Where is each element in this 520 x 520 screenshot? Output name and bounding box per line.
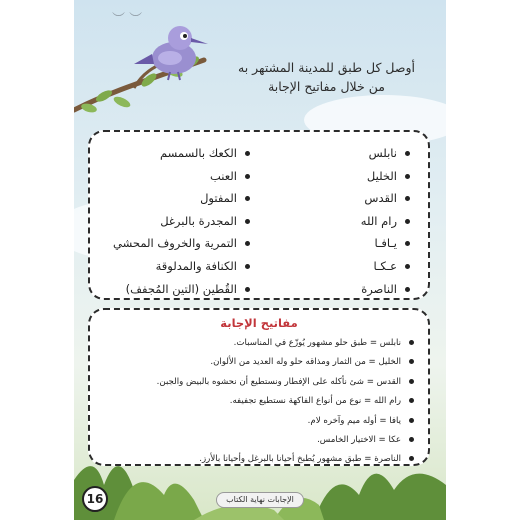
dish-item[interactable] <box>100 278 250 301</box>
city-item[interactable] <box>290 142 410 165</box>
bullet-icon <box>245 287 250 292</box>
bird-illustration <box>134 20 214 90</box>
bullet-icon <box>405 151 410 156</box>
instruction-text <box>224 58 429 96</box>
city-item[interactable] <box>290 210 410 233</box>
city-label: عـكـا <box>373 258 397 273</box>
bullet-icon <box>405 264 410 269</box>
answer-key-text: نابلس = طبق حلو مشهور يُوزّع في المناسبات. <box>233 338 401 348</box>
bullet-icon <box>245 241 250 246</box>
city-item[interactable] <box>290 187 410 210</box>
bullet-icon <box>245 196 250 201</box>
dish-label: المجدرة بالبرغل <box>160 213 237 228</box>
dish-item[interactable] <box>100 142 250 165</box>
bullet-icon <box>409 379 414 384</box>
dish-item[interactable] <box>100 232 250 255</box>
answer-key-item <box>94 353 414 372</box>
page-number: 16 <box>82 486 108 512</box>
answer-key-text: عكا = الاختيار الخامس. <box>317 434 401 445</box>
bullet-icon <box>409 398 414 403</box>
answer-key-text: رام الله = نوع من أنواع الفاكهة نستطيع تجفيفه. <box>229 396 401 407</box>
dish-item[interactable] <box>100 187 250 210</box>
city-label: نابلس <box>368 146 397 160</box>
answer-key-item <box>94 412 414 431</box>
bullet-icon <box>245 264 250 269</box>
bullet-icon <box>409 418 414 423</box>
bullet-icon <box>405 287 410 292</box>
dishes-column <box>100 142 250 300</box>
instruction-line-1: أوصل كل طبق للمدينة المشتهر به <box>238 60 415 75</box>
answer-key-item <box>94 373 414 392</box>
dish-item[interactable] <box>100 255 250 278</box>
dish-label: المفتول <box>200 191 237 206</box>
city-item[interactable] <box>290 165 410 188</box>
bullet-icon <box>245 174 250 179</box>
city-item[interactable] <box>290 278 410 301</box>
instruction-line-2: من خلال مفاتيح الإجابة <box>268 79 385 94</box>
answer-key-text: الناصرة = طبق مشهور يُطبخ أحيانا بالبرغل وأحيانا بالأرز. <box>199 454 401 465</box>
bullet-icon <box>405 241 410 246</box>
dish-item[interactable] <box>100 210 250 233</box>
city-label: الخليل <box>366 168 397 183</box>
dish-label: الكعك بالسمسم <box>160 146 237 160</box>
answer-key-item <box>94 334 414 353</box>
cities-column <box>290 142 410 300</box>
dish-label: التمرية والخروف المحشي <box>113 236 237 251</box>
city-item[interactable] <box>290 232 410 255</box>
bullet-icon <box>409 359 414 364</box>
city-label: القدس <box>364 191 397 206</box>
dish-label: القُطين (التين المُجفف) <box>125 281 237 296</box>
matching-box <box>88 130 430 300</box>
grass-illustration <box>74 440 446 520</box>
answer-key-item <box>94 392 414 411</box>
city-label: يـافـا <box>374 236 397 251</box>
answer-key-text: القدس = شئ نأكله على الإفطار ونستطيع أن نحشوه بالبيض والجبن. <box>156 376 401 387</box>
bullet-icon <box>405 196 410 201</box>
answer-key-text: الخليل = من الثمار ومذاقه حلو وله العديد من الألوان. <box>210 357 401 368</box>
city-label: الناصرة <box>361 281 397 296</box>
bullet-icon <box>409 340 414 345</box>
flying-birds-icon: ︶ ︶ <box>112 12 143 27</box>
dish-label: الكنافة والمدلوقة <box>155 258 237 273</box>
city-label: رام الله <box>360 213 397 228</box>
worksheet-page <box>74 0 446 520</box>
dish-label: العنب <box>209 168 237 183</box>
bullet-icon <box>245 219 250 224</box>
bullet-icon <box>405 219 410 224</box>
answers-note-tag: الإجابات نهاية الكتاب <box>216 492 304 508</box>
answer-key-text: يافا = أوله ميم وآخره لام. <box>307 415 401 426</box>
bullet-icon <box>245 151 250 156</box>
dish-item[interactable] <box>100 165 250 188</box>
bullet-icon <box>405 174 410 179</box>
answer-key-title: مفاتيح الإجابة <box>220 316 298 330</box>
city-item[interactable] <box>290 255 410 278</box>
